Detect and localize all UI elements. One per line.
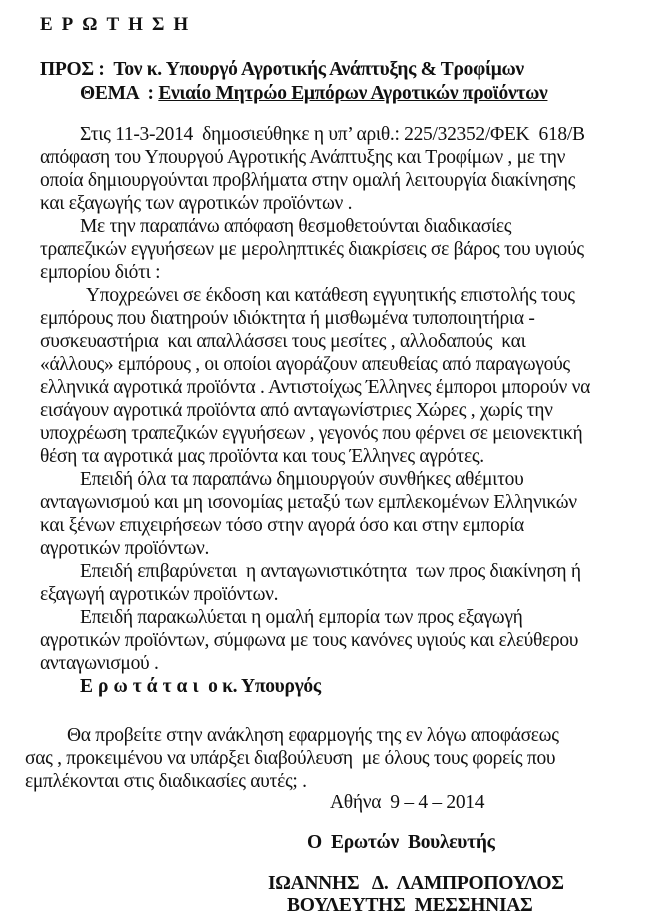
subject-value: Ενιαίο Μητρώο Εμπόρων Αγροτικών προϊόντων	[158, 83, 548, 104]
body-line: αγροτικών προϊόντων, σύμφωνα με τους κανόνες υγιούς και ελεύθερου	[40, 630, 579, 651]
body-line: αγροτικών προϊόντων.	[40, 538, 210, 559]
question-heading	[80, 676, 321, 698]
body-line: εισάγουν αγροτικά προϊόντα από ανταγωνίστριες Χώρες , χωρίς την	[40, 400, 553, 421]
body-line: απόφαση του Υπουργού Αγροτικής Ανάπτυξης και Τροφίμων , με την	[40, 147, 566, 168]
document-title: ΕΡΩΤΗΣΗ	[40, 14, 198, 35]
body-line: ανταγωνισμού .	[40, 653, 159, 674]
recipient-value: Τον κ. Υπουργό Αγροτικής Ανάπτυξης & Τροφίμων	[113, 59, 524, 80]
recipient-label: ΠΡΟΣ :	[40, 59, 105, 80]
question-heading-verb: Ερωτάται	[80, 676, 204, 697]
question-line: Θα προβείτε στην ανάκληση εφαρμογής της εν λόγω αποφάσεως	[67, 725, 559, 746]
body-line: τραπεζικών εγγυήσεων με μεροληπτικές διακρίσεις σε βάρος του υγιούς	[40, 239, 584, 260]
body-line: υποχρέωση τραπεζικών εγγυήσεων , γεγονός που φέρνει σε μειονεκτική	[40, 423, 583, 444]
question-line: σας , προκειμένου να υπάρξει διαβούλευση με όλους τους φορείς που	[25, 748, 556, 769]
body-line: «άλλους» εμπόρους , οι οποίοι αγοράζουν απευθείας από παραγωγούς	[40, 354, 570, 375]
body-line: Υποχρεώνει σε έκδοση και κατάθεση εγγυητικής επιστολής τους	[86, 285, 575, 306]
body-line: Στις 11-3-2014 δημοσιεύθηκε η υπ’ αριθ.: 225/32352/ΦΕΚ 618/Β	[80, 124, 585, 145]
body-line: και ξένων επιχειρήσεων τόσο στην αγορά όσο και στην εμπορία	[40, 515, 524, 536]
subject-line	[80, 83, 547, 105]
question-line: εμπλέκονται στις διαδικασίες αυτές; .	[25, 771, 307, 792]
body-line: θέση τα αγροτικά μας προϊόντα και τους Έλληνες αγρότες.	[40, 446, 484, 467]
signature-role: Ο Ερωτών Βουλευτής	[307, 832, 495, 853]
body-line: εμπορίου διότι :	[40, 262, 161, 283]
body-line: Με την παραπάνω απόφαση θεσμοθετούνται διαδικασίες	[80, 216, 512, 237]
body-line: εξαγωγή αγροτικών προϊόντων.	[40, 584, 279, 605]
body-line: ελληνικά αγροτικά προϊόντα . Αντιστοίχως Έλληνες έμποροι μπορούν να	[40, 377, 591, 398]
recipient-line	[40, 59, 524, 81]
place-date: Αθήνα 9 – 4 – 2014	[330, 792, 485, 813]
body-line: Επειδή επιβαρύνεται η ανταγωνιστικότητα των προς διακίνηση ή	[80, 561, 581, 582]
signature-title: ΒΟΥΛΕΥΤΗΣ ΜΕΣΣΗΝΙΑΣ	[287, 895, 533, 916]
body-line: εμπόρους που διατηρούν ιδιόκτητα ή μισθωμένα τυποποιητήρια -	[40, 308, 535, 329]
body-line: και εξαγωγής των αγροτικών προϊόντων .	[40, 193, 353, 214]
body-line: συσκευαστήρια και απαλλάσσει τους μεσίτες , αλλοδαπούς και	[40, 331, 526, 352]
signature-name: ΙΩΑΝΝΗΣ Δ. ΛΑΜΠΡΟΠΟΥΛΟΣ	[268, 873, 564, 894]
body-line: Επειδή παρακωλύεται η ομαλή εμπορία των προς εξαγωγή	[80, 607, 523, 628]
body-line: Επειδή όλα τα παραπάνω δημιουργούν συνθήκες αθέμιτου	[80, 469, 524, 490]
body-line: οποία δημιουργούνται προβλήματα στην ομαλή λειτουργία διακίνησης	[40, 170, 576, 191]
subject-label: ΘΕΜΑ :	[80, 83, 154, 104]
question-heading-addressee: ο κ. Υπουργός	[208, 676, 321, 697]
body-line: ανταγωνισμού και μη ισονομίας μεταξύ των εμπλεκομένων Ελληνικών	[40, 492, 577, 513]
